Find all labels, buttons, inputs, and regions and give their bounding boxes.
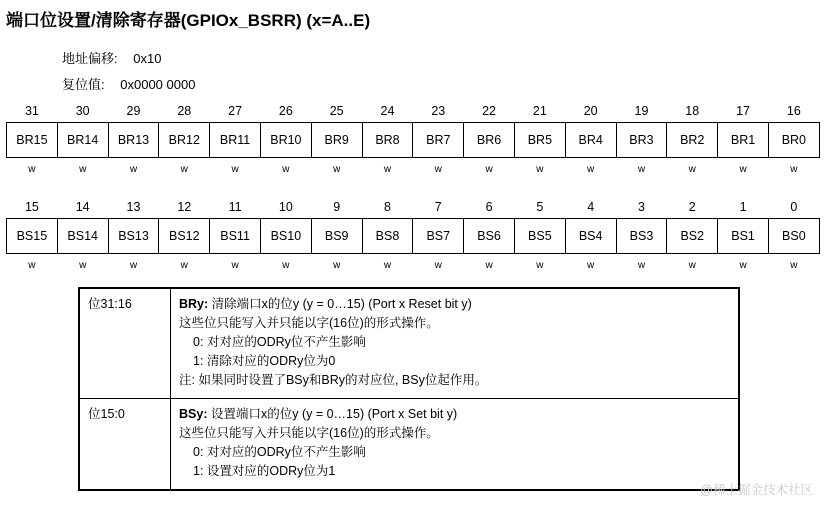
bit-number: 31 (24, 104, 39, 118)
description-line: 1: 清除对应的ODRy位为0 (193, 354, 336, 368)
bit-number: 21 (532, 104, 547, 118)
bit-access: w (28, 259, 36, 271)
bit-field-cell: BS8 (362, 219, 413, 254)
bit-field-cell: BS11 (210, 219, 261, 254)
bit-access-row-high (7, 158, 820, 181)
bit-number: 9 (333, 200, 341, 214)
bit-field-cell: BR7 (413, 123, 464, 158)
bit-field-cell: BR2 (667, 123, 718, 158)
bit-access-row-low (7, 254, 820, 277)
bit-access: w (129, 259, 138, 271)
bit-access: w (536, 259, 544, 271)
bit-number: 14 (75, 200, 90, 214)
bit-field-cell: BR5 (514, 123, 565, 158)
bit-number: 26 (278, 104, 293, 118)
bit-number: 23 (431, 104, 446, 118)
bit-number-row-low (7, 196, 820, 219)
bit-description-body (171, 289, 739, 399)
bit-number: 30 (75, 104, 90, 118)
bit-number: 22 (482, 104, 497, 118)
bit-number: 6 (485, 200, 493, 214)
bit-field-cell: BR11 (210, 123, 261, 158)
bit-number: 17 (736, 104, 750, 118)
bit-access: w (485, 259, 493, 271)
bit-field-cell: BR12 (159, 123, 210, 158)
bit-number: 28 (177, 104, 192, 118)
bit-field-cell: BS5 (514, 219, 565, 254)
bit-field-cell: BR9 (311, 123, 362, 158)
reset-value-label: 复位值: (62, 77, 105, 92)
bit-field-row-high (7, 123, 820, 158)
bit-access: w (383, 163, 392, 175)
bit-access: w (790, 259, 798, 271)
bit-access: w (333, 163, 341, 175)
bit-description-body (171, 399, 739, 490)
bit-description-table (78, 287, 740, 491)
address-offset-row (62, 48, 161, 67)
bit-access: w (282, 259, 290, 271)
bit-field-cell: BS13 (108, 219, 159, 254)
bit-access: w (434, 163, 442, 175)
watermark: @稀土掘金技术社区 (700, 483, 813, 497)
bit-field-cell: BR0 (768, 123, 819, 158)
bit-field-cell: BS12 (159, 219, 210, 254)
bit-access: w (739, 163, 747, 175)
bitfield-table-high (6, 100, 819, 180)
bit-access: w (333, 259, 341, 271)
bit-number: 7 (434, 200, 442, 214)
bit-field-cell: BS6 (464, 219, 515, 254)
bit-number: 19 (634, 104, 649, 118)
bit-access: w (587, 163, 595, 175)
bit-number-row-high (7, 100, 820, 123)
bit-number: 27 (228, 104, 243, 118)
bit-field-cell: BS2 (667, 219, 718, 254)
bit-access: w (485, 163, 493, 175)
bit-field-cell: BR15 (7, 123, 58, 158)
bit-field-cell: BS14 (57, 219, 108, 254)
bit-field-cell: BR8 (362, 123, 413, 158)
bit-field-cell: BR4 (565, 123, 616, 158)
bit-number: 2 (688, 200, 696, 214)
bit-field-cell: BR1 (718, 123, 769, 158)
description-line: 注: 如果同时设置了BSy和BRy的对应位, BSy位起作用。 (179, 373, 488, 387)
bit-access: w (79, 163, 87, 175)
bit-access: w (282, 163, 290, 175)
bit-access: w (587, 259, 595, 271)
bit-field-cell: BS0 (768, 219, 819, 254)
bit-access: w (637, 163, 646, 175)
field-name: BRy: (179, 297, 209, 311)
bit-field-cell: BS7 (413, 219, 464, 254)
bit-number: 29 (126, 104, 141, 118)
bit-number: 13 (126, 200, 141, 214)
bit-access: w (739, 259, 747, 271)
description-line: 0: 对对应的ODRy位不产生影响 (193, 445, 366, 459)
description-line: 0: 对对应的ODRy位不产生影响 (193, 335, 366, 349)
field-headline-text: 清除端口x的位y (y = 0…15) (Port x Reset bit y) (211, 297, 472, 311)
bit-field-cell: BS15 (7, 219, 58, 254)
bit-access: w (536, 163, 544, 175)
page-title: 端口位设置/清除寄存器(GPIOx_BSRR) (x=A..E) (6, 11, 371, 30)
bit-field-cell: BR6 (464, 123, 515, 158)
description-headline (179, 405, 730, 424)
bit-access: w (434, 259, 442, 271)
bit-number: 24 (380, 104, 395, 118)
bit-access: w (180, 163, 188, 175)
bit-number: 8 (384, 200, 391, 214)
field-name: BSy: (179, 407, 208, 421)
reset-value-value: 0x0000 0000 (120, 77, 196, 92)
bit-number: 5 (536, 200, 544, 214)
bitfield-table-low (6, 196, 819, 276)
bit-access: w (688, 163, 696, 175)
reset-value-row (62, 74, 195, 93)
bit-number: 16 (786, 104, 801, 118)
bit-access: w (28, 163, 36, 175)
bit-access: w (688, 259, 696, 271)
bit-access: w (231, 163, 239, 175)
description-line: 这些位只能写入并只能以字(16位)的形式操作。 (179, 426, 439, 440)
bit-field-cell: BS4 (565, 219, 616, 254)
description-headline (179, 295, 730, 314)
bit-field-cell: BS1 (718, 219, 769, 254)
bit-access: w (790, 163, 798, 175)
bit-field-cell: BS10 (260, 219, 311, 254)
bit-number: 4 (587, 200, 595, 214)
bit-access: w (79, 259, 87, 271)
table-row (80, 399, 739, 490)
bit-access: w (231, 259, 239, 271)
bit-range-label: 位31:16 (80, 289, 171, 399)
bit-field-cell: BR10 (260, 123, 311, 158)
table-row (80, 289, 739, 399)
bit-field-cell: BR14 (57, 123, 108, 158)
bit-number: 25 (329, 104, 344, 118)
bit-number: 1 (739, 200, 747, 214)
bit-number: 15 (24, 200, 39, 214)
bit-field-cell: BR13 (108, 123, 159, 158)
bit-number: 11 (228, 200, 242, 214)
bit-range-label: 位15:0 (80, 399, 171, 490)
description-line: 这些位只能写入并只能以字(16位)的形式操作。 (179, 316, 439, 330)
bit-access: w (383, 259, 392, 271)
bit-access: w (180, 259, 188, 271)
bit-number: 0 (790, 200, 798, 214)
bit-field-cell: BS3 (616, 219, 667, 254)
field-headline-text: 设置端口x的位y (y = 0…15) (Port x Set bit y) (210, 407, 458, 421)
bit-number: 12 (177, 200, 192, 214)
bit-number: 20 (583, 104, 598, 118)
bit-access: w (637, 259, 646, 271)
bit-access: w (129, 163, 138, 175)
bit-field-row-low (7, 219, 820, 254)
bit-field-cell: BR3 (616, 123, 667, 158)
address-offset-label: 地址偏移: (62, 51, 118, 66)
description-line: 1: 设置对应的ODRy位为1 (193, 464, 336, 478)
bit-number: 10 (278, 200, 293, 214)
bit-number: 3 (637, 200, 645, 214)
bit-number: 18 (685, 104, 700, 118)
bit-field-cell: BS9 (311, 219, 362, 254)
address-offset-value: 0x10 (133, 51, 162, 66)
